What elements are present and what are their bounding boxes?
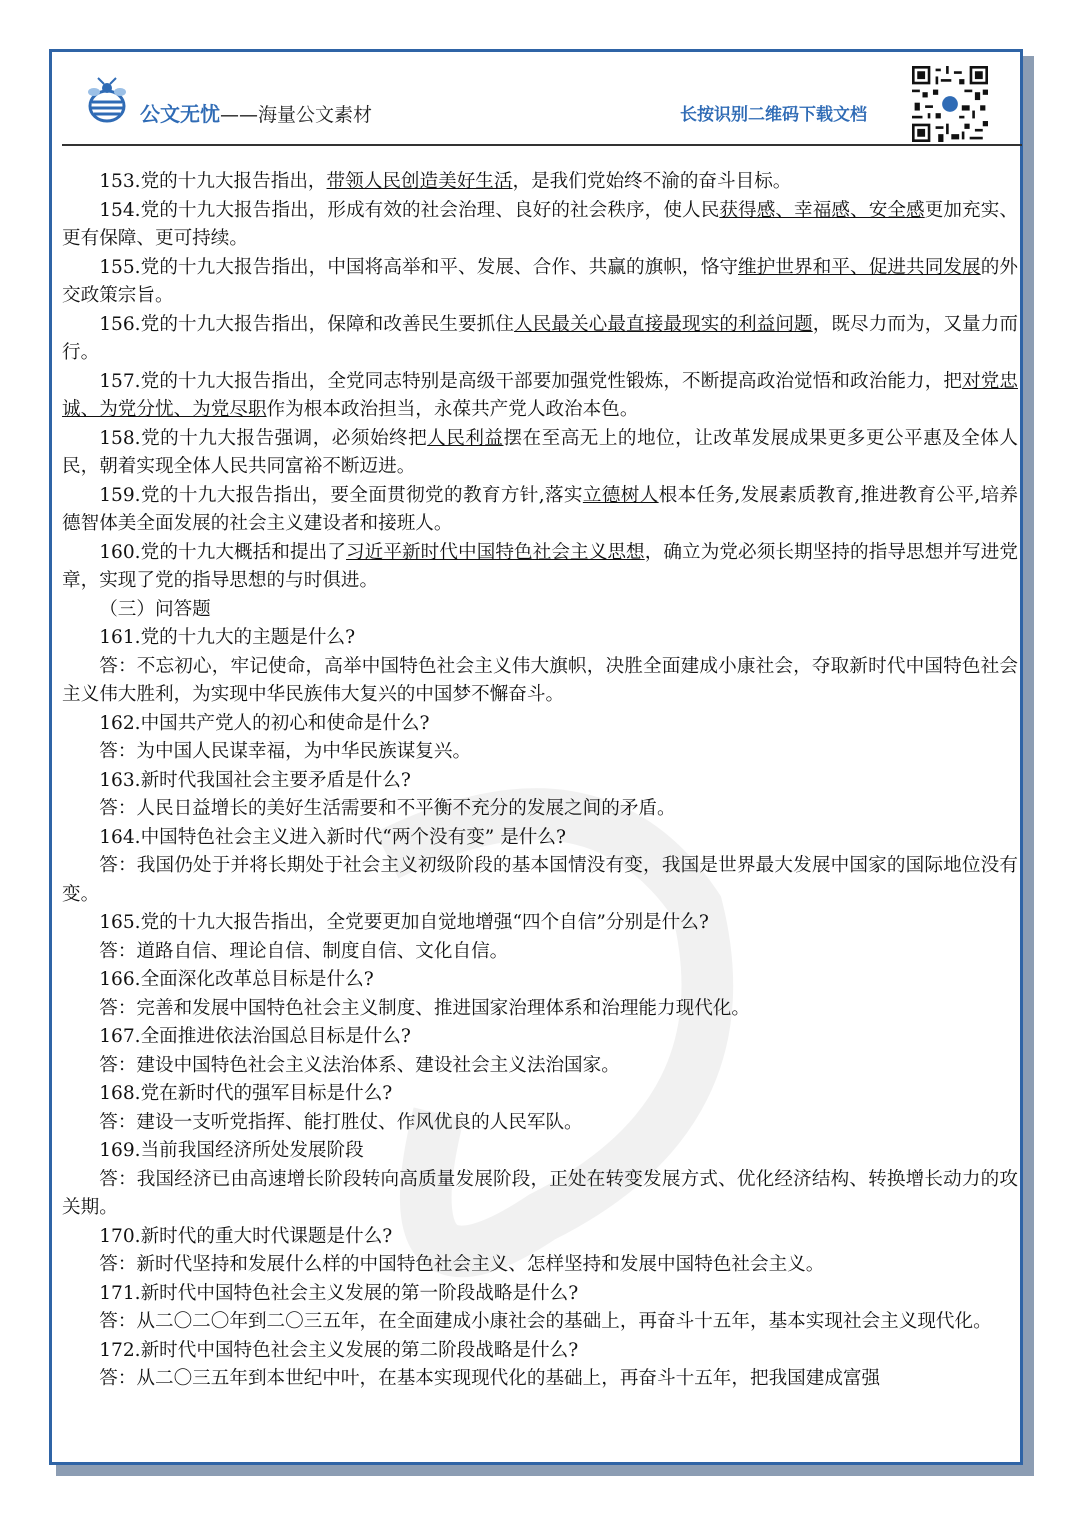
document-body bbox=[62, 168, 1018, 1394]
qr-hint-text: 长按识别二维码下载文档 bbox=[680, 105, 867, 125]
question: 165.党的十九大报告指出，全党要更加自觉地增强“四个自信”分别是什么? bbox=[99, 912, 709, 933]
answer: 答：从二〇二〇年到二〇三五年，在全面建成小康社会的基础上，再奋斗十五年，基本实现社会主义现代化。 bbox=[99, 1311, 992, 1332]
question: 163.新时代我国社会主要矛盾是什么? bbox=[99, 769, 411, 791]
bee-logo-icon bbox=[82, 76, 132, 126]
underlined-answer: 立德树人 bbox=[582, 484, 659, 506]
paragraph-text: ，是我们党始终不渝的奋斗目标。 bbox=[512, 171, 792, 192]
paragraph-text: ，确立为党必须长期坚持的指导思想并写进党章，实现了党的指导思想的与时俱进。 bbox=[62, 541, 1018, 591]
paragraph-text: 158.党的十九大报告强调，必须始终把 bbox=[99, 427, 428, 449]
answer: 答：为中国人民谋幸福，为中华民族谋复兴。 bbox=[99, 741, 472, 762]
answer: 答：建设一支听党指挥、能打胜仗、作风优良的人民军队。 bbox=[99, 1111, 583, 1133]
answer-paragraph bbox=[62, 425, 1018, 482]
paragraph-text: 根本任务,发展素质教育,推进教育公平,培养德智体美全面发展的社会主义建设者和接班人。 bbox=[62, 484, 1018, 534]
paragraph-text: 157.党的十九大报告指出，全党同志特别是高级干部要加强党性锻炼，不断提高政治觉悟和政治能力，把 bbox=[99, 370, 963, 392]
qr-code-icon[interactable] bbox=[912, 66, 988, 142]
answer: 答：建设中国特色社会主义法治体系、建设社会主义法治国家。 bbox=[99, 1054, 620, 1076]
paragraph-text: 的外交政策宗旨。 bbox=[62, 256, 1018, 306]
answer: 答：不忘初心，牢记使命，高举中国特色社会主义伟大旗帜，决胜全面建成小康社会，夺取新时代中国特色社会主义伟大胜利，为实现中华民族伟大复兴的中国梦不懈奋斗。 bbox=[62, 655, 1018, 705]
paragraph-text: 更加充实、更有保障、更可持续。 bbox=[62, 199, 1018, 249]
answer: 答：完善和发展中国特色社会主义制度、推进国家治理体系和治理能力现代化。 bbox=[99, 997, 750, 1019]
brand-name: 公文无忧 bbox=[140, 102, 220, 126]
answer-paragraph bbox=[62, 482, 1018, 539]
underlined-answer: 获得感、幸福感、安全感 bbox=[719, 199, 925, 221]
question: 168.党在新时代的强军目标是什么? bbox=[99, 1083, 393, 1104]
answer: 答：我国仍处于并将长期处于社会主义初级阶段的基本国情没有变，我国是世界最大发展中国家的国际地位没有变。 bbox=[62, 855, 1018, 905]
paragraph-text: 摆在至高无上的地位，让改革发展成果更多更公平惠及全体人民，朝着实现全体人民共同富裕不断迈进。 bbox=[62, 427, 1018, 477]
underlined-answer: 习近平新时代中国特色社会主义思想 bbox=[346, 541, 645, 563]
question: 166.全面深化改革总目标是什么? bbox=[99, 969, 374, 990]
answer-paragraph bbox=[62, 311, 1018, 368]
answer: 答：从二〇三五年到本世纪中叶，在基本实现现代化的基础上，再奋斗十五年，把我国建成富强 bbox=[99, 1368, 881, 1389]
answer-paragraph bbox=[62, 197, 1018, 254]
paragraph-text: 154.党的十九大报告指出，形成有效的社会治理、良好的社会秩序，使人民 bbox=[99, 199, 720, 221]
question: 172.新时代中国特色社会主义发展的第二阶段战略是什么? bbox=[99, 1339, 579, 1361]
question: 162.中国共产党人的初心和使命是什么? bbox=[99, 712, 430, 734]
question: 171.新时代中国特色社会主义发展的第一阶段战略是什么? bbox=[99, 1282, 579, 1304]
question: 170.新时代的重大时代课题是什么? bbox=[99, 1225, 393, 1247]
answer-paragraph bbox=[62, 368, 1018, 425]
answer: 答：新时代坚持和发展什么样的中国特色社会主义、怎样坚持和发展中国特色社会主义。 bbox=[99, 1254, 825, 1275]
header-divider bbox=[62, 144, 1022, 146]
answer-paragraph bbox=[62, 254, 1018, 311]
section-heading: （三）问答题 bbox=[99, 598, 211, 620]
answer: 答：道路自信、理论自信、制度自信、文化自信。 bbox=[99, 940, 509, 962]
answer-paragraph bbox=[62, 168, 1018, 197]
paragraph-text: 160.党的十九大概括和提出了 bbox=[99, 541, 347, 563]
answer-paragraph bbox=[62, 539, 1018, 596]
question: 164.中国特色社会主义进入新时代“两个没有变” 是什么? bbox=[99, 826, 566, 848]
paragraph-text: ，既尽力而为，又量力而行。 bbox=[62, 313, 1018, 363]
paragraph-text: 作为根本政治担当，永葆共产党人政治本色。 bbox=[266, 399, 639, 420]
underlined-answer: 人民最关心最直接最现实的利益问题 bbox=[514, 313, 813, 335]
brand-tagline: ——海量公文素材 bbox=[220, 104, 373, 126]
underlined-answer: 带领人民创造美好生活 bbox=[326, 171, 513, 192]
paragraph-text: 159.党的十九大报告指出，要全面贯彻党的教育方针,落实 bbox=[99, 484, 583, 506]
underlined-answer: 对党忠诚、为党分忧、为党尽职 bbox=[62, 370, 1018, 420]
underlined-answer: 人民利益 bbox=[427, 427, 504, 449]
brand bbox=[140, 98, 372, 127]
paragraph-text: 155.党的十九大报告指出，中国将高举和平、发展、合作、共赢的旗帜，恪守 bbox=[99, 256, 739, 278]
question: 169.当前我国经济所处发展阶段 bbox=[99, 1140, 364, 1161]
page-header bbox=[82, 60, 992, 144]
underlined-answer: 维护世界和平、促进共同发展 bbox=[738, 256, 981, 278]
question: 167.全面推进依法治国总目标是什么? bbox=[99, 1026, 411, 1047]
question: 161.党的十九大的主题是什么? bbox=[99, 627, 356, 648]
paragraph-text: 153.党的十九大报告指出， bbox=[99, 171, 327, 192]
document-page bbox=[49, 49, 1023, 1465]
answer: 答：我国经济已由高速增长阶段转向高质量发展阶段，正处在转变发展方式、优化经济结构、转换增长动力的攻关期。 bbox=[62, 1168, 1018, 1218]
answer: 答：人民日益增长的美好生活需要和不平衡不充分的发展之间的矛盾。 bbox=[99, 798, 676, 819]
paragraph-text: 156.党的十九大报告指出，保障和改善民生要抓住 bbox=[99, 313, 515, 335]
